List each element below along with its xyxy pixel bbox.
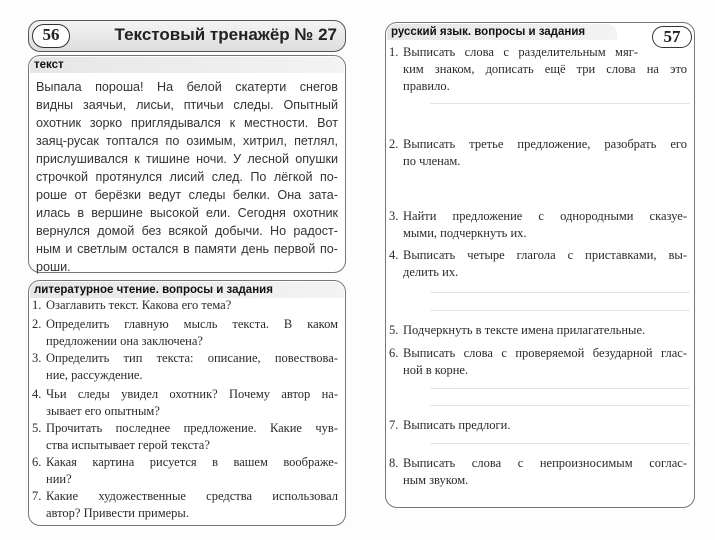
question-number: 5. <box>32 421 42 435</box>
question-item <box>389 455 687 489</box>
answer-line <box>430 103 690 104</box>
answer-line <box>430 443 690 444</box>
question-text <box>403 322 687 339</box>
question-number: 4. <box>389 248 399 262</box>
text-line: строчкой протянулся лисий след. По лёгкой по- <box>36 170 338 184</box>
question-text <box>403 247 687 281</box>
text-line: заяц-русак топтался по озимым, хитрил, петлял, <box>36 134 338 148</box>
text-line: ства испытывает герой текста? <box>46 438 210 452</box>
text-line: Выписать третье предложение, разобрать его <box>403 137 687 151</box>
question-number: 2. <box>32 317 42 331</box>
question-number: 2. <box>389 137 399 151</box>
text-line: Подчеркнуть в тексте имена прилагательные. <box>403 323 646 337</box>
question-text <box>46 386 338 420</box>
question-text <box>46 420 338 454</box>
question-number: 7. <box>389 418 399 432</box>
question-item <box>389 44 687 95</box>
text-line: Какая картина рисуется в вашем воображе- <box>46 455 338 469</box>
text-line: автор? Привести примеры. <box>46 506 189 520</box>
text-line: Чьи следы увидел охотник? Почему автор на- <box>46 387 338 401</box>
text-line: Выписать слова с проверяемой безударной глас- <box>403 346 687 360</box>
text-line: зывает его опытным? <box>46 404 160 418</box>
answer-line <box>430 388 690 389</box>
text-line: предложении она заключена? <box>46 334 203 348</box>
text-line: нии? <box>46 472 72 486</box>
text-line: прислушивался к тишине ночи. У лесной опушки <box>36 152 338 166</box>
text-line: Определить главную мысль текста. В каком <box>46 317 338 331</box>
question-item <box>389 417 687 434</box>
question-item <box>32 454 338 488</box>
question-number: 5. <box>389 323 399 337</box>
text-line: охотник зорко приглядывался к местности. Вот <box>36 116 338 130</box>
question-item <box>32 316 338 350</box>
literature-section-heading: литературное чтение. вопросы и задания <box>30 282 344 298</box>
question-text <box>403 44 687 95</box>
text-line: ным звуком. <box>403 473 469 487</box>
question-item <box>32 386 338 420</box>
question-number: 6. <box>389 346 399 360</box>
russian-section-heading: русский язык. вопросы и задания <box>387 24 617 40</box>
question-item <box>32 350 338 384</box>
question-text <box>46 297 338 314</box>
text-section-heading: текст <box>30 57 344 73</box>
text-line: роши. <box>36 260 71 274</box>
text-line: роше от берёзки ведут следы белки. Она зата- <box>36 188 338 202</box>
text-line: делить их. <box>403 265 459 279</box>
question-item <box>32 297 338 314</box>
question-number: 3. <box>32 351 42 365</box>
text-line: Выпала пороша! На белой скатерти снегов <box>36 80 338 94</box>
question-item <box>389 136 687 170</box>
question-text <box>403 136 687 170</box>
question-item <box>389 208 687 242</box>
answer-line <box>430 405 690 406</box>
question-item <box>389 247 687 281</box>
question-text <box>403 417 687 434</box>
question-number: 1. <box>389 45 399 59</box>
text-line: Выписать слова с непроизносимым соглас- <box>403 456 687 470</box>
text-line: Найти предложение с однородными сказуе- <box>403 209 687 223</box>
question-number: 4. <box>32 387 42 401</box>
text-body <box>36 78 338 276</box>
question-text <box>46 350 338 384</box>
question-number: 7. <box>32 489 42 503</box>
answer-line <box>430 292 690 293</box>
question-text <box>46 454 338 488</box>
text-line: Какие художественные средства использовал <box>46 489 338 503</box>
text-line: Выписать слова с разделительным мяг- <box>403 45 638 59</box>
question-item <box>389 345 687 379</box>
text-line: по членам. <box>403 154 461 168</box>
answer-line <box>430 310 690 311</box>
question-number: 1. <box>32 298 42 312</box>
question-item <box>32 488 338 522</box>
text-line: мыми, подчеркнуть их. <box>403 226 527 240</box>
text-line: правило. <box>403 79 450 93</box>
question-number: 3. <box>389 209 399 223</box>
text-line: ким знаком, дописать ещё три слова на это <box>403 62 687 76</box>
question-number: 8. <box>389 456 399 470</box>
text-line: Определить тип текста: описание, повествова- <box>46 351 338 365</box>
question-text <box>403 345 687 379</box>
question-text <box>403 208 687 242</box>
text-line: Прочитать последнее предложение. Какие чув- <box>46 421 338 435</box>
text-line: Озаглавить текст. Какова его тема? <box>46 298 232 312</box>
question-item <box>389 322 687 339</box>
question-text <box>403 455 687 489</box>
text-line: ной в корне. <box>403 363 469 377</box>
text-line: вернулся домой без всякой добычи. Но радост- <box>36 224 338 238</box>
text-line: ным и светлым остался в памяти день первой по- <box>36 242 338 256</box>
question-number: 6. <box>32 455 42 469</box>
page-title: Текстовый тренажёр № 27 <box>114 25 337 44</box>
text-line: Выписать предлоги. <box>403 418 511 432</box>
page-header <box>28 20 346 52</box>
question-text <box>46 488 338 522</box>
page-number: 56 <box>32 24 70 48</box>
text-line: Выписать четыре глагола с приставками, вы- <box>403 248 687 262</box>
text-line: илась в вершине высокой ели. Сегодня охотник <box>36 206 338 220</box>
text-line: ние, рассуждение. <box>46 368 143 382</box>
page-number: 57 <box>652 26 692 48</box>
question-text <box>46 316 338 350</box>
text-line: видны заячьи, лисьи, птичьи следы. Опытный <box>36 98 338 112</box>
question-item <box>32 420 338 454</box>
